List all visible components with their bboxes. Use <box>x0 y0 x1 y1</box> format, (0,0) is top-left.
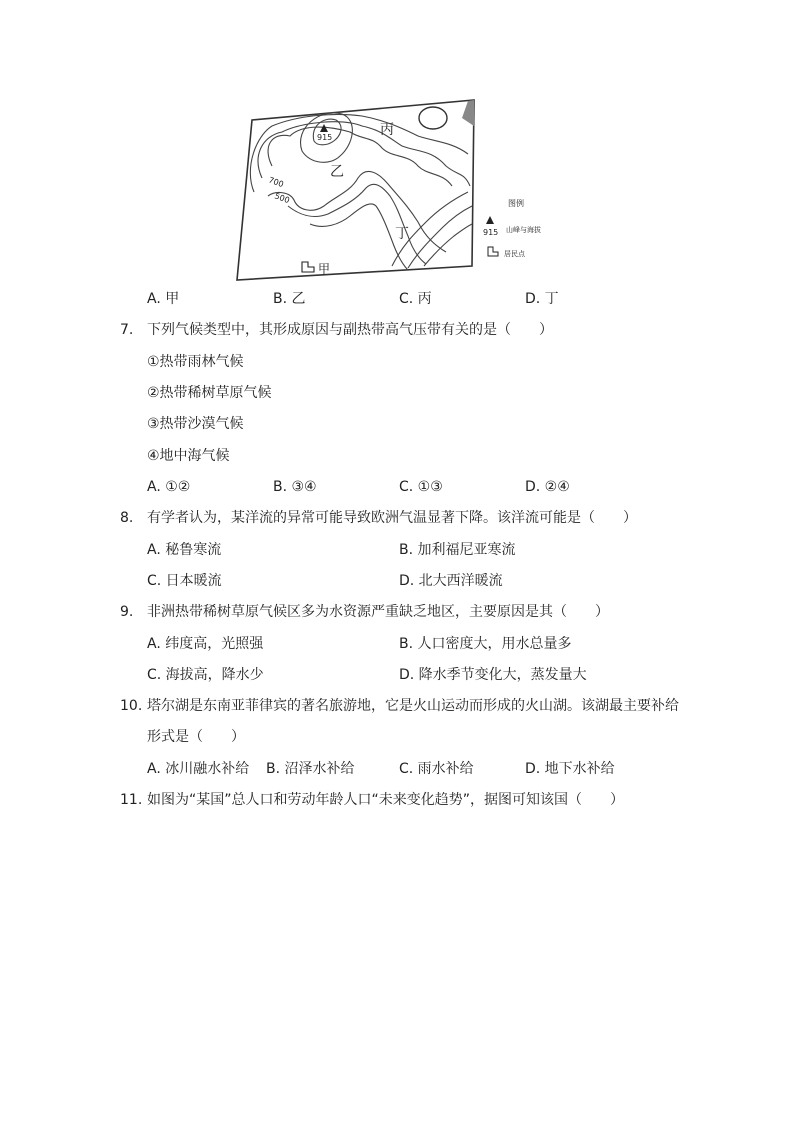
q7-option-a[interactable]: A. ①② <box>147 479 191 495</box>
q9-number: 9. <box>120 604 134 620</box>
place-ding: 丁 <box>395 226 409 242</box>
q6-option-d[interactable]: D. 丁 <box>525 291 559 307</box>
place-yi: 乙 <box>330 164 344 180</box>
q8-option-b[interactable]: B. 加利福尼亚寒流 <box>399 542 516 558</box>
q9-option-a[interactable]: A. 纬度高，光照强 <box>147 636 264 652</box>
contour-label-500: 500 <box>273 191 291 206</box>
legend-settlement-icon <box>488 247 498 256</box>
legend-settlement-label: 居民点 <box>504 250 525 258</box>
q10-option-d[interactable]: D. 地下水补给 <box>525 761 615 777</box>
q6-option-a[interactable]: A. 甲 <box>147 291 180 307</box>
q10-text-line2: 形式是（ ） <box>147 729 245 745</box>
q7-option-c[interactable]: C. ①③ <box>399 479 443 495</box>
q11-text: 如图为“某国”总人口和劳动年龄人口“未来变化趋势”，据图可知该国（ ） <box>147 792 625 808</box>
q8-number: 8. <box>120 510 134 526</box>
contour-lines <box>250 113 472 270</box>
legend-title: 图例 <box>508 199 524 208</box>
contour-map-svg <box>232 96 577 282</box>
settlement-icon <box>302 262 314 272</box>
q10-option-a[interactable]: A. 冰川融水补给 <box>147 761 250 777</box>
q10-option-b[interactable]: B. 沼泽水补给 <box>266 761 355 777</box>
q6-option-b[interactable]: B. 乙 <box>273 291 306 307</box>
legend-peak-label: 山峰与海拔 <box>506 226 541 234</box>
q7-option-b[interactable]: B. ③④ <box>273 479 317 495</box>
q7-item-1: ①热带雨林气候 <box>147 354 244 370</box>
q9-text: 非洲热带稀树草原气候区多为水资源严重缺乏地区，主要原因是其（ ） <box>147 604 609 620</box>
place-bing: 丙 <box>380 122 394 138</box>
map-shade <box>462 100 474 126</box>
q10-option-c[interactable]: C. 雨水补给 <box>399 761 474 777</box>
lake-ellipse <box>419 107 447 129</box>
q7-option-d[interactable]: D. ②④ <box>525 479 570 495</box>
contour-map <box>232 96 577 282</box>
q7-item-3: ③热带沙漠气候 <box>147 416 244 432</box>
peak-value: 915 <box>317 133 333 142</box>
q7-item-2: ②热带稀树草原气候 <box>147 385 272 401</box>
q10-text-line1: 塔尔湖是东南亚菲律宾的著名旅游地，它是火山运动而形成的火山湖。该湖最主要补给 <box>147 698 679 714</box>
q9-option-b[interactable]: B. 人口密度大，用水总量多 <box>399 636 572 652</box>
q7-number: 7. <box>120 322 134 338</box>
q8-option-d[interactable]: D. 北大西洋暖流 <box>399 573 503 589</box>
q6-option-c[interactable]: C. 丙 <box>399 291 432 307</box>
q7-text: 下列气候类型中，其形成原因与副热带高气压带有关的是（ ） <box>147 322 553 338</box>
map-frame <box>237 100 474 280</box>
q7-item-4: ④地中海气候 <box>147 448 230 464</box>
contour-label-700: 700 <box>267 175 285 190</box>
q8-option-c[interactable]: C. 日本暖流 <box>147 573 222 589</box>
q9-option-c[interactable]: C. 海拔高，降水少 <box>147 667 264 683</box>
q9-option-d[interactable]: D. 降水季节变化大，蒸发量大 <box>399 667 587 683</box>
q8-option-a[interactable]: A. 秘鲁寒流 <box>147 542 222 558</box>
legend-peak-icon <box>486 216 494 224</box>
q8-text: 有学者认为，某洋流的异常可能导致欧洲气温显著下降。该洋流可能是（ ） <box>147 510 637 526</box>
q11-number: 11. <box>120 792 143 808</box>
legend-peak-value: 915 <box>483 228 499 237</box>
place-jia: 甲 <box>318 262 331 276</box>
q10-number: 10. <box>120 698 143 714</box>
peak-triangle-icon <box>320 124 328 132</box>
